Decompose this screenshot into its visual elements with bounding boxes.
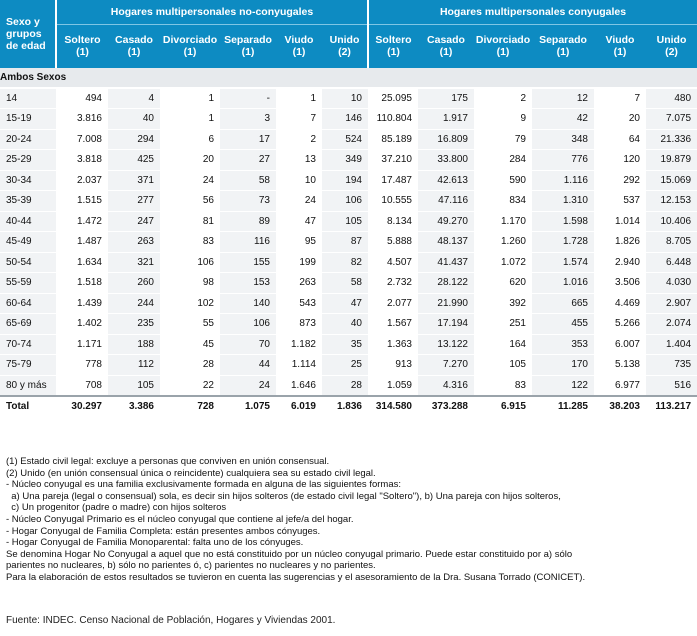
value-cell: 120	[594, 150, 646, 171]
value-cell: 1.170	[474, 211, 532, 232]
value-cell: 1.646	[276, 375, 322, 396]
column-header: Casado (1)	[418, 24, 474, 68]
value-cell: 112	[108, 355, 160, 376]
value-cell: 87	[322, 232, 368, 253]
value-cell: 2.074	[646, 314, 697, 335]
value-cell: 155	[220, 252, 276, 273]
value-cell: 24	[220, 375, 276, 396]
footnote-line: - Núcleo conyugal es una familia exclusivamente formada en alguna de las siguientes formas:	[6, 479, 401, 491]
value-cell: -	[220, 88, 276, 109]
value-cell: 4.316	[418, 375, 474, 396]
value-cell: 35	[322, 334, 368, 355]
value-cell: 21.336	[646, 129, 697, 150]
value-cell: 13.122	[418, 334, 474, 355]
footnote-line: parientes no nucleares, b) sólo no parientes ó, c) parientes no nucleares y no parientes.	[6, 560, 376, 572]
age-group-cell: 40-44	[0, 211, 56, 232]
value-cell: 455	[532, 314, 594, 335]
value-cell: 10	[276, 170, 322, 191]
value-cell: 735	[646, 355, 697, 376]
value-cell: 1	[276, 88, 322, 109]
total-value-cell: 373.288	[418, 396, 474, 416]
value-cell: 1.826	[594, 232, 646, 253]
age-group-cell: 20-24	[0, 129, 56, 150]
value-cell: 247	[108, 211, 160, 232]
value-cell: 2.907	[646, 293, 697, 314]
value-cell: 140	[220, 293, 276, 314]
value-cell: 8.705	[646, 232, 697, 253]
value-cell: 1.260	[474, 232, 532, 253]
footnote-line: - Núcleo Conyugal Primario es el núcleo conyugal que contiene al jefe/a del hogar.	[6, 513, 354, 525]
value-cell: 1.574	[532, 252, 594, 273]
column-header: Divorciado (1)	[160, 24, 220, 68]
group-header-no-conyugales: Hogares multipersonales no-conyugales	[56, 0, 368, 24]
table-row	[0, 293, 697, 314]
age-group-cell: 30-34	[0, 170, 56, 191]
value-cell: 1.114	[276, 355, 322, 376]
age-group-cell: 65-69	[0, 314, 56, 335]
value-cell: 81	[160, 211, 220, 232]
value-cell: 12.153	[646, 191, 697, 212]
value-cell: 2.077	[368, 293, 418, 314]
value-cell: 277	[108, 191, 160, 212]
value-cell: 371	[108, 170, 160, 191]
value-cell: 1	[160, 109, 220, 130]
table-row	[0, 109, 697, 130]
table-row	[0, 252, 697, 273]
value-cell: 106	[220, 314, 276, 335]
value-cell: 7.008	[56, 129, 108, 150]
value-cell: 1.363	[368, 334, 418, 355]
value-cell: 170	[532, 355, 594, 376]
value-cell: 27	[220, 150, 276, 171]
table-row	[0, 211, 697, 232]
value-cell: 102	[160, 293, 220, 314]
value-cell: 1.014	[594, 211, 646, 232]
value-cell: 2	[474, 88, 532, 109]
value-cell: 7.075	[646, 109, 697, 130]
value-cell: 1.567	[368, 314, 418, 335]
age-group-cell: 25-29	[0, 150, 56, 171]
footnote-line: Se denomina Hogar No Conyugal a aquel que no está constituido por un núcleo conyugal primario. Puede estar constituido por a) sólo	[6, 548, 573, 560]
row-header-label: Sexo y grupos de edad	[0, 0, 56, 68]
value-cell: 4.030	[646, 273, 697, 294]
value-cell: 47	[276, 211, 322, 232]
value-cell: 42	[532, 109, 594, 130]
value-cell: 294	[108, 129, 160, 150]
group-header-conyugales: Hogares multipersonales conyugales	[368, 0, 697, 24]
value-cell: 44	[220, 355, 276, 376]
value-cell: 834	[474, 191, 532, 212]
value-cell: 56	[160, 191, 220, 212]
footnote-line: - Hogar Conyugal de Familia Monoparental: falta uno de los cónyuges.	[6, 537, 304, 549]
value-cell: 3	[220, 109, 276, 130]
value-cell: 2.732	[368, 273, 418, 294]
value-cell: 1.404	[646, 334, 697, 355]
value-cell: 17.194	[418, 314, 474, 335]
value-cell: 7.270	[418, 355, 474, 376]
value-cell: 292	[594, 170, 646, 191]
value-cell: 110.804	[368, 109, 418, 130]
age-group-cell: 45-49	[0, 232, 56, 253]
total-value-cell: 1.075	[220, 396, 276, 416]
footnotes	[6, 456, 694, 584]
value-cell: 1.487	[56, 232, 108, 253]
total-value-cell: 6.019	[276, 396, 322, 416]
value-cell: 17.487	[368, 170, 418, 191]
column-header: Separado (1)	[532, 24, 594, 68]
value-cell: 194	[322, 170, 368, 191]
value-cell: 353	[532, 334, 594, 355]
value-cell: 70	[220, 334, 276, 355]
value-cell: 3.506	[594, 273, 646, 294]
value-cell: 1.439	[56, 293, 108, 314]
value-cell: 6.007	[594, 334, 646, 355]
value-cell: 188	[108, 334, 160, 355]
value-cell: 16.809	[418, 129, 474, 150]
value-cell: 1.310	[532, 191, 594, 212]
value-cell: 543	[276, 293, 322, 314]
value-cell: 49.270	[418, 211, 474, 232]
source-note: Fuente: INDEC. Censo Nacional de Población, Hogares y Viviendas 2001.	[6, 615, 336, 626]
value-cell: 524	[322, 129, 368, 150]
age-group-cell: 15-19	[0, 109, 56, 130]
value-cell: 4.469	[594, 293, 646, 314]
value-cell: 913	[368, 355, 418, 376]
value-cell: 106	[322, 191, 368, 212]
table-row	[0, 334, 697, 355]
value-cell: 1.634	[56, 252, 108, 273]
value-cell: 516	[646, 375, 697, 396]
value-cell: 175	[418, 88, 474, 109]
column-header: Separado (1)	[220, 24, 276, 68]
column-header: Soltero (1)	[368, 24, 418, 68]
value-cell: 40	[322, 314, 368, 335]
value-cell: 83	[160, 232, 220, 253]
column-header: Unido (2)	[322, 24, 368, 68]
table-row	[0, 88, 697, 109]
value-cell: 251	[474, 314, 532, 335]
value-cell: 1.072	[474, 252, 532, 273]
value-cell: 665	[532, 293, 594, 314]
table-row	[0, 170, 697, 191]
value-cell: 7	[276, 109, 322, 130]
value-cell: 590	[474, 170, 532, 191]
value-cell: 1.598	[532, 211, 594, 232]
value-cell: 6.977	[594, 375, 646, 396]
footnote-line: c) Un progenitor (padre o madre) con hijos solteros	[6, 502, 227, 514]
age-group-cell: 80 y más	[0, 375, 56, 396]
value-cell: 1	[160, 88, 220, 109]
value-cell: 28.122	[418, 273, 474, 294]
value-cell: 85.189	[368, 129, 418, 150]
footnote-line: a) Una pareja (legal o consensual) sola, es decir sin hijos solteros (de estado civil legal "Soltero"), b) Una pareja con hijos solteros,	[6, 490, 561, 502]
age-group-cell: 70-74	[0, 334, 56, 355]
value-cell: 708	[56, 375, 108, 396]
total-value-cell: 314.580	[368, 396, 418, 416]
total-value-cell: 728	[160, 396, 220, 416]
value-cell: 7	[594, 88, 646, 109]
value-cell: 122	[532, 375, 594, 396]
footnote-line: Para la elaboración de estos resultados se tuvieron en cuenta las sugerencias y el asesoramiento de la Dra. Susana Torrado (CONICET).	[6, 571, 586, 583]
value-cell: 164	[474, 334, 532, 355]
value-cell: 321	[108, 252, 160, 273]
value-cell: 2.940	[594, 252, 646, 273]
value-cell: 537	[594, 191, 646, 212]
total-value-cell: 30.297	[56, 396, 108, 416]
footnote-line: - Hogar Conyugal de Familia Completa: están presentes ambos cónyuges.	[6, 525, 321, 537]
table-row	[0, 150, 697, 171]
value-cell: 13	[276, 150, 322, 171]
table-header	[0, 0, 697, 68]
value-cell: 5.138	[594, 355, 646, 376]
value-cell: 55	[160, 314, 220, 335]
value-cell: 10.555	[368, 191, 418, 212]
value-cell: 95	[276, 232, 322, 253]
column-header: Viudo (1)	[276, 24, 322, 68]
value-cell: 28	[322, 375, 368, 396]
value-cell: 41.437	[418, 252, 474, 273]
table-row	[0, 375, 697, 396]
column-header: Soltero (1)	[56, 24, 108, 68]
value-cell: 15.069	[646, 170, 697, 191]
value-cell: 37.210	[368, 150, 418, 171]
value-cell: 3.818	[56, 150, 108, 171]
value-cell: 22	[160, 375, 220, 396]
value-cell: 620	[474, 273, 532, 294]
value-cell: 4.507	[368, 252, 418, 273]
value-cell: 1.515	[56, 191, 108, 212]
value-cell: 1.917	[418, 109, 474, 130]
value-cell: 105	[474, 355, 532, 376]
value-cell: 58	[322, 273, 368, 294]
value-cell: 105	[108, 375, 160, 396]
value-cell: 19.879	[646, 150, 697, 171]
value-cell: 778	[56, 355, 108, 376]
value-cell: 263	[108, 232, 160, 253]
value-cell: 153	[220, 273, 276, 294]
table-row	[0, 273, 697, 294]
value-cell: 776	[532, 150, 594, 171]
value-cell: 1.171	[56, 334, 108, 355]
value-cell: 105	[322, 211, 368, 232]
table-row	[0, 129, 697, 150]
value-cell: 3.816	[56, 109, 108, 130]
value-cell: 42.613	[418, 170, 474, 191]
value-cell: 2	[276, 129, 322, 150]
value-cell: 24	[160, 170, 220, 191]
total-value-cell: 11.285	[532, 396, 594, 416]
total-label: Total	[0, 396, 56, 416]
value-cell: 1.116	[532, 170, 594, 191]
column-header: Viudo (1)	[594, 24, 646, 68]
age-group-cell: 50-54	[0, 252, 56, 273]
value-cell: 6	[160, 129, 220, 150]
value-cell: 25.095	[368, 88, 418, 109]
value-cell: 82	[322, 252, 368, 273]
value-cell: 89	[220, 211, 276, 232]
value-cell: 873	[276, 314, 322, 335]
value-cell: 4	[108, 88, 160, 109]
value-cell: 1.402	[56, 314, 108, 335]
value-cell: 1.518	[56, 273, 108, 294]
age-group-cell: 55-59	[0, 273, 56, 294]
total-value-cell: 6.915	[474, 396, 532, 416]
value-cell: 244	[108, 293, 160, 314]
value-cell: 24	[276, 191, 322, 212]
total-value-cell: 1.836	[322, 396, 368, 416]
value-cell: 348	[532, 129, 594, 150]
value-cell: 494	[56, 88, 108, 109]
value-cell: 64	[594, 129, 646, 150]
value-cell: 73	[220, 191, 276, 212]
value-cell: 106	[160, 252, 220, 273]
table-row	[0, 191, 697, 212]
value-cell: 9	[474, 109, 532, 130]
value-cell: 47	[322, 293, 368, 314]
value-cell: 33.800	[418, 150, 474, 171]
section-label: Ambos Sexos	[0, 68, 697, 88]
value-cell: 12	[532, 88, 594, 109]
value-cell: 349	[322, 150, 368, 171]
value-cell: 8.134	[368, 211, 418, 232]
age-group-cell: 75-79	[0, 355, 56, 376]
value-cell: 1.059	[368, 375, 418, 396]
table-row	[0, 355, 697, 376]
footnote-line: (2) Unido (en unión consensual única o reincidente) cualquiera sea su estado civil legal.	[6, 467, 376, 479]
value-cell: 5.888	[368, 232, 418, 253]
total-row	[0, 396, 697, 416]
value-cell: 17	[220, 129, 276, 150]
column-header: Casado (1)	[108, 24, 160, 68]
value-cell: 45	[160, 334, 220, 355]
value-cell: 1.182	[276, 334, 322, 355]
age-group-cell: 35-39	[0, 191, 56, 212]
value-cell: 146	[322, 109, 368, 130]
value-cell: 392	[474, 293, 532, 314]
value-cell: 480	[646, 88, 697, 109]
value-cell: 1.472	[56, 211, 108, 232]
value-cell: 10	[322, 88, 368, 109]
value-cell: 47.116	[418, 191, 474, 212]
total-value-cell: 3.386	[108, 396, 160, 416]
total-value-cell: 38.203	[594, 396, 646, 416]
value-cell: 25	[322, 355, 368, 376]
table-row	[0, 314, 697, 335]
value-cell: 116	[220, 232, 276, 253]
value-cell: 98	[160, 273, 220, 294]
value-cell: 10.406	[646, 211, 697, 232]
value-cell: 48.137	[418, 232, 474, 253]
value-cell: 263	[276, 273, 322, 294]
value-cell: 284	[474, 150, 532, 171]
age-group-cell: 14	[0, 88, 56, 109]
value-cell: 58	[220, 170, 276, 191]
value-cell: 28	[160, 355, 220, 376]
value-cell: 5.266	[594, 314, 646, 335]
footnote-line: (1) Estado civil legal: excluye a personas que conviven en unión consensual.	[6, 456, 330, 467]
value-cell: 2.037	[56, 170, 108, 191]
table-row	[0, 232, 697, 253]
value-cell: 21.990	[418, 293, 474, 314]
value-cell: 260	[108, 273, 160, 294]
value-cell: 1.016	[532, 273, 594, 294]
value-cell: 20	[160, 150, 220, 171]
value-cell: 40	[108, 109, 160, 130]
age-group-cell: 60-64	[0, 293, 56, 314]
value-cell: 6.448	[646, 252, 697, 273]
value-cell: 83	[474, 375, 532, 396]
value-cell: 79	[474, 129, 532, 150]
total-value-cell: 113.217	[646, 396, 697, 416]
column-header: Divorciado (1)	[474, 24, 532, 68]
value-cell: 20	[594, 109, 646, 130]
column-header: Unido (2)	[646, 24, 697, 68]
value-cell: 1.728	[532, 232, 594, 253]
value-cell: 425	[108, 150, 160, 171]
value-cell: 199	[276, 252, 322, 273]
value-cell: 235	[108, 314, 160, 335]
